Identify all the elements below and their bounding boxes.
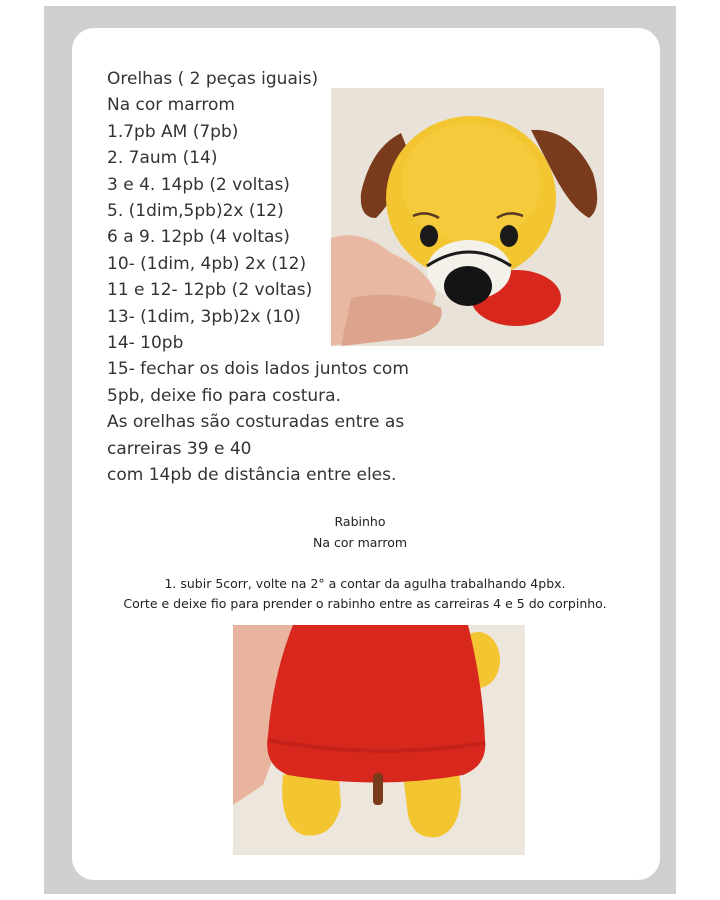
tail-step-2: Corte e deixe fio para prender o rabinho entre as carreiras 4 e 5 do corpinho.: [123, 596, 607, 611]
dog-body-photo: [233, 625, 525, 855]
ears-title: Orelhas ( 2 peças iguais): [107, 69, 319, 89]
ears-step: 13- (1dim, 3pb)2x (10): [107, 306, 301, 327]
ears-step: 10- (1dim, 4pb) 2x (12): [107, 253, 307, 274]
dog-head-photo: [331, 88, 604, 346]
tail-color: Na cor marrom: [312, 535, 408, 550]
ears-step: 11 e 12- 12pb (2 voltas): [107, 280, 313, 301]
ears-color: Na cor marrom: [107, 95, 235, 116]
ears-note: com 14pb de distância entre eles.: [107, 465, 397, 486]
ears-step: 5pb, deixe fio para costura.: [107, 385, 341, 406]
ears-step: 2. 7aum (14): [107, 148, 218, 169]
ears-step: 14- 10pb: [107, 333, 184, 354]
ears-note: As orelhas são costuradas entre as: [107, 412, 405, 433]
tail-step-1: 1. subir 5corr, volte na 2° a contar da agulha trabalhando 4pbx.: [164, 576, 566, 591]
ears-step: 3 e 4. 14pb (2 voltas): [107, 174, 290, 195]
tail-title: Rabinho: [334, 514, 386, 529]
ears-step: 15- fechar os dois lados juntos com: [107, 359, 409, 380]
ears-note: carreiras 39 e 40: [107, 438, 252, 459]
ears-step: 1.7pb AM (7pb): [107, 121, 239, 142]
ears-step: 5. (1dim,5pb)2x (12): [107, 201, 284, 222]
ears-step: 6 a 9. 12pb (4 voltas): [107, 227, 290, 248]
